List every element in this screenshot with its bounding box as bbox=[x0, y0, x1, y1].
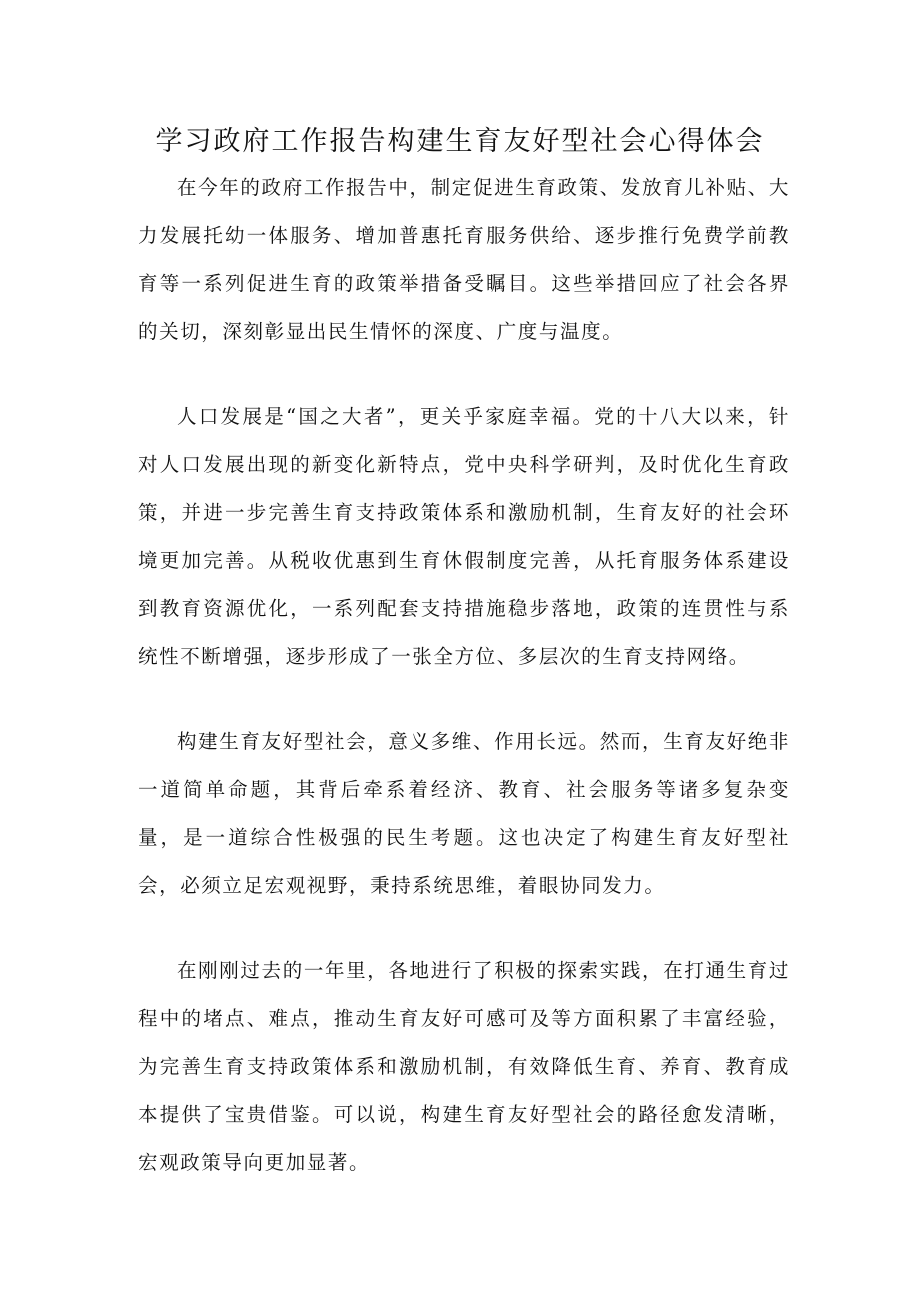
paragraph-4: 在刚刚过去的一年里，各地进行了积极的探索实践，在打通生育过程中的堵点、难点，推动生育友好可感可及等方面积累了丰富经验，为完善生育支持政策体系和激励机制，有效降低生育、养育、教育成本提供了宝贵借鉴。可以说，构建生育友好型社会的路径愈发清晰，宏观政策导向更加显著。 bbox=[138, 959, 790, 1174]
paragraph-1: 在今年的政府工作报告中，制定促进生育政策、发放育儿补贴、大力发展托幼一体服务、增加普惠托育服务供给、逐步推行免费学前教育等一系列促进生育的政策举措备受瞩目。这些举措回应了社会各界的关切，深刻彰显出民生情怀的深度、广度与温度。 bbox=[138, 176, 790, 343]
document-title: 学习政府工作报告构建生育友好型社会心得体会 bbox=[155, 126, 765, 157]
document-body bbox=[138, 164, 790, 1224]
paragraph-2: 人口发展是“国之大者”，更关乎家庭幸福。党的十八大以来，针对人口发展出现的新变化新特点，党中央科学研判，及时优化生育政策，并进一步完善生育支持政策体系和激励机制，生育友好的社会环境更加完善。从税收优惠到生育休假制度完善，从托育服务体系建设到教育资源优化，一系列配套支持措施稳步落地，政策的连贯性与系统性不断增强，逐步形成了一张全方位、多层次的生育支持网络。 bbox=[138, 405, 790, 668]
paragraph-3: 构建生育友好型社会，意义多维、作用长远。然而，生育友好绝非一道简单命题，其背后牵系着经济、教育、社会服务等诸多复杂变量，是一道综合性极强的民生考题。这也决定了构建生育友好型社会，必须立足宏观视野，秉持系统思维，着眼协同发力。 bbox=[138, 730, 790, 897]
